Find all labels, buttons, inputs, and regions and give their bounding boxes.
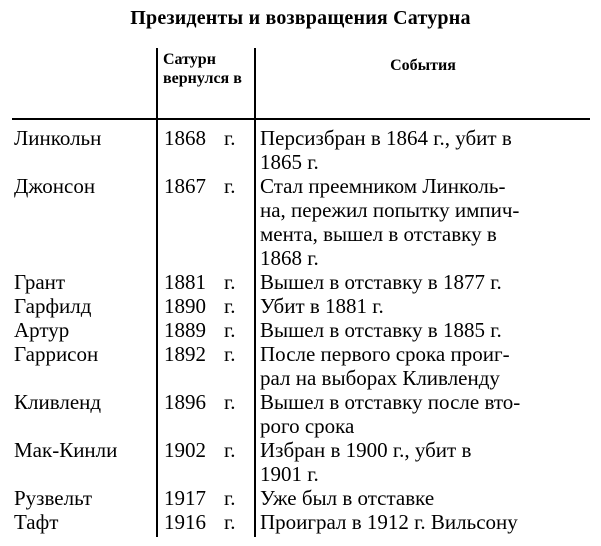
- year-suffix: г.: [224, 294, 236, 318]
- year-suffix: г.: [224, 510, 236, 534]
- saturn-return-year-cell: [157, 438, 255, 486]
- president-name: Тафт: [14, 510, 59, 534]
- saturn-return-year-cell: [157, 119, 255, 174]
- saturn-return-year-cell: [157, 318, 255, 342]
- table-row: [12, 119, 590, 174]
- header-saturn-return: Сатурн вернулся в: [157, 48, 255, 119]
- event-line: Персизбран в 1864 г., убит в: [260, 126, 512, 150]
- event-line: на, пережил попытку импич-: [260, 198, 520, 222]
- year-suffix: г.: [224, 318, 236, 342]
- president-name: Гаррисон: [14, 342, 99, 366]
- event-description: [255, 270, 590, 294]
- event-description: [255, 119, 590, 174]
- event-description: [255, 438, 590, 486]
- president-name: Грант: [14, 270, 66, 294]
- saturn-return-year: 1867: [164, 174, 206, 198]
- table-row: [12, 342, 590, 390]
- saturn-return-year: 1881: [164, 270, 206, 294]
- year-suffix: г.: [224, 390, 236, 414]
- saturn-return-year-cell: [157, 486, 255, 510]
- year-suffix: г.: [224, 342, 236, 366]
- president-name: Кливленд: [14, 390, 102, 414]
- event-line: 1868 г.: [260, 246, 319, 270]
- event-line: мента, вышел в отставку в: [260, 222, 497, 246]
- event-line: Стал преемником Линколь-: [260, 174, 506, 198]
- event-line: Избран в 1900 г., убит в: [260, 438, 472, 462]
- president-name: Линкольн: [14, 126, 102, 150]
- saturn-return-year-cell: [157, 390, 255, 438]
- table-row: [12, 174, 590, 270]
- president-name: Рузвельт: [14, 486, 93, 510]
- table-row: [12, 486, 590, 510]
- saturn-return-year: 1916: [164, 510, 206, 534]
- table-row: [12, 510, 590, 537]
- president-name: Мак-Кинли: [14, 438, 118, 462]
- saturn-return-year-cell: [157, 510, 255, 537]
- event-line: Вышел в отставку в 1885 г.: [260, 318, 502, 342]
- table-body: [12, 119, 590, 537]
- saturn-return-year: 1917: [164, 486, 206, 510]
- year-suffix: г.: [224, 438, 236, 462]
- event-line: рого срока: [260, 414, 355, 438]
- event-description: [255, 390, 590, 438]
- event-line: Вышел в отставку после вто-: [260, 390, 521, 414]
- year-suffix: г.: [224, 486, 236, 510]
- president-name: Гарфилд: [14, 294, 92, 318]
- saturn-return-year: 1902: [164, 438, 206, 462]
- event-description: [255, 294, 590, 318]
- header-events: События: [255, 48, 590, 119]
- saturn-return-year: 1890: [164, 294, 206, 318]
- saturn-return-year-cell: [157, 174, 255, 270]
- event-description: [255, 486, 590, 510]
- event-line: 1901 г.: [260, 462, 319, 486]
- year-suffix: г.: [224, 174, 236, 198]
- event-line: Убит в 1881 г.: [260, 294, 384, 318]
- event-line: Уже был в отставке: [260, 486, 435, 510]
- header-name: [12, 48, 157, 119]
- event-line: После первого срока проиг-: [260, 342, 510, 366]
- saturn-return-year-cell: [157, 270, 255, 294]
- table-row: [12, 438, 590, 486]
- saturn-return-year: 1889: [164, 318, 206, 342]
- event-description: [255, 510, 590, 537]
- table-row: [12, 390, 590, 438]
- saturn-return-year: 1896: [164, 390, 206, 414]
- president-name: Артур: [14, 318, 70, 342]
- event-line: 1865 г.: [260, 150, 319, 174]
- presidents-table: [12, 48, 590, 537]
- table-header-row: [12, 48, 590, 119]
- saturn-return-year-cell: [157, 294, 255, 318]
- saturn-return-year: 1892: [164, 342, 206, 366]
- event-description: [255, 318, 590, 342]
- saturn-return-year-cell: [157, 342, 255, 390]
- table-row: [12, 318, 590, 342]
- table-row: [12, 270, 590, 294]
- president-name: Джонсон: [14, 174, 96, 198]
- event-line: рал на выборах Кливленду: [260, 366, 500, 390]
- year-suffix: г.: [224, 270, 236, 294]
- event-line: Вышел в отставку в 1877 г.: [260, 270, 502, 294]
- year-suffix: г.: [224, 126, 236, 150]
- table-row: [12, 294, 590, 318]
- event-description: [255, 342, 590, 390]
- event-description: [255, 174, 590, 270]
- saturn-return-year: 1868: [164, 126, 206, 150]
- page-title: Президенты и возвращения Сатурна: [130, 7, 471, 29]
- event-line: Проиграл в 1912 г. Вильсону: [260, 510, 518, 534]
